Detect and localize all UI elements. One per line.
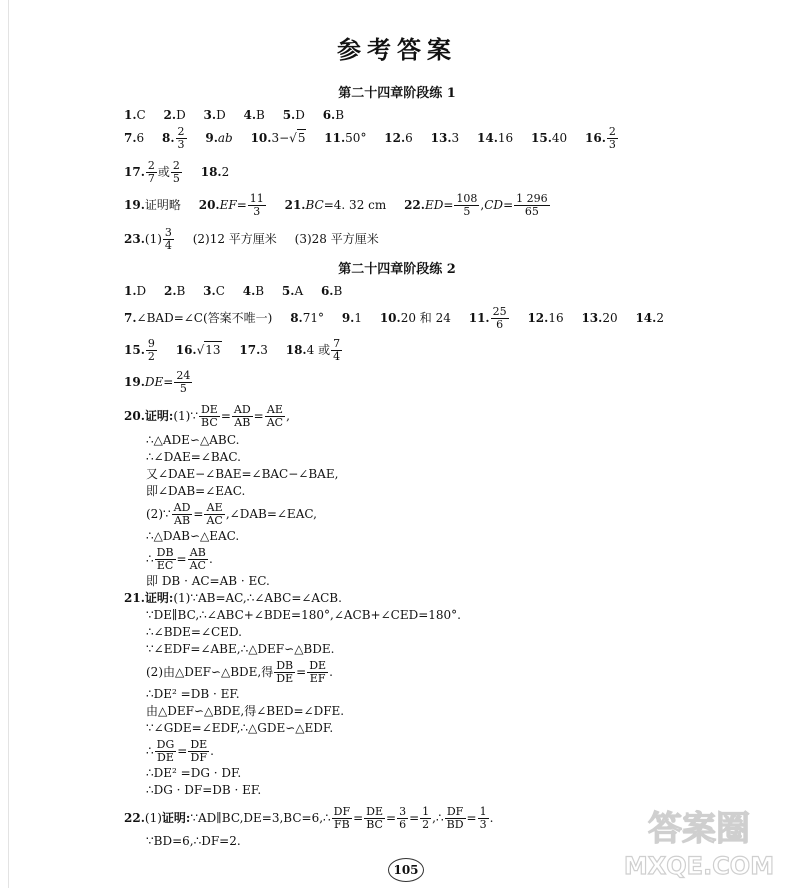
fraction: $\frac{108}{5}$ [456, 192, 478, 218]
q21-line-10: ∴DE² =DG · DF. [146, 766, 242, 780]
q20-line-8: ∴ $\frac{DB}{EC}$ = $\frac{AB}{AC}$ . [146, 546, 213, 572]
fraction: $\frac{DE}{BC}$ [366, 805, 384, 831]
q20-line-1: 20.证明:(1)∵ $\frac{DE}{BC}$ = $\frac{AD}{AB}$ = $\frac{AE}{AC}$ , [124, 403, 290, 429]
fraction: $\frac{DF}{BD}$ [446, 805, 464, 831]
fraction: $\frac{1}{3}$ [479, 805, 487, 831]
q20-line-6: (2)∵ $\frac{AD}{AB}$ = $\frac{AE}{AC}$ ,∠DAB=∠EAC, [146, 501, 317, 527]
q21-line-5: (2)由△DEF∽△BDE,得 $\frac{DB}{DE}$ = $\frac{DE}{EF}$ . [146, 659, 333, 685]
fraction: $\frac{9}{2}$ [147, 337, 155, 363]
fraction: $\frac{11}{3}$ [249, 192, 264, 218]
fraction: $\frac{DB}{DE}$ [276, 659, 294, 685]
fraction: $\frac{2}{7}$ [147, 159, 155, 185]
page-edge-line [8, 0, 9, 888]
s2-row-3: 15. $\frac{9}{2}$ 16.√13 17.3 18.4 或 $\frac{7}{4}$ [124, 337, 341, 363]
watermark-line-1: 答案圈 [648, 809, 750, 849]
q22-line-1: 22.(1)证明:∵AD∥BC,DE=3,BC=6,∴ $\frac{DF}{FB}$ = $\frac{DE}{BC}$ = $\frac{3}{6}$ = $\frac{1}{2}$ ,∴ $\frac{DF}{BD}$ = $\frac{1}{3}$ . [124, 805, 494, 831]
s1-row-3: 17. $\frac{2}{7}$ 或 $\frac{2}{5}$ 18.2 [124, 159, 230, 185]
q21-line-9: ∴ $\frac{DG}{DE}$ = $\frac{DE}{DF}$ . [146, 738, 214, 764]
fraction: $\frac{DB}{EC}$ [156, 546, 174, 572]
s2-row-1: 1.D 2.B 3.C 4.B 5.A 6.B [124, 284, 343, 298]
q21-line-11: ∴DG · DF=DB · EF. [146, 783, 262, 797]
page-number: 105 [388, 858, 424, 882]
s1-row-4: 19.证明略 20.EF= $\frac{11}{3}$ 21.BC=4. 32 cm 22.ED= $\frac{108}{5}$ ,CD= $\frac{1 296}{65}$ [124, 192, 548, 218]
q21-line-2: ∵DE∥BC,∴∠ABC+∠BDE=180°,∠ACB+∠CED=180°. [146, 608, 461, 622]
watermark-logo [617, 800, 782, 882]
q20-line-2: ∴△ADE∽△ABC. [146, 433, 240, 447]
q21-line-4: ∵∠EDF=∠ABE,∴△DEF∽△BDE. [146, 642, 335, 656]
section-heading-2: 第二十四章阶段练 2 [338, 262, 456, 277]
fraction: $\frac{AD}{AB}$ [233, 403, 251, 429]
fraction: $\frac{AE}{AC}$ [206, 501, 223, 527]
fraction: $\frac{AB}{AC}$ [189, 546, 206, 572]
q20-line-4: 又∠DAE−∠BAE=∠BAC−∠BAE, [146, 467, 339, 481]
fraction: $\frac{DG}{DE}$ [156, 738, 175, 764]
s2-row-2: 7.∠BAD=∠C(答案不唯一) 8.71° 9.1 10.20 和 24 11. $\frac{25}{6}$ 12.16 13.20 14.2 [124, 305, 664, 331]
q22-line-2: ∵BD=6,∴DF=2. [146, 834, 241, 848]
fraction: $\frac{DE}{BC}$ [200, 403, 218, 429]
fraction: $\frac{DF}{FB}$ [333, 805, 351, 831]
fraction: $\frac{7}{4}$ [333, 337, 341, 363]
s2-row-4: 19.DE= $\frac{24}{5}$ [124, 369, 191, 395]
fraction: $\frac{2}{3}$ [177, 125, 185, 151]
fraction: $\frac{1 296}{65}$ [516, 192, 548, 218]
q20-line-5: 即∠DAB=∠EAC. [146, 484, 246, 498]
fraction: $\frac{3}{4}$ [164, 226, 172, 252]
fraction: $\frac{24}{5}$ [176, 369, 191, 395]
s1-row-2: 7.6 8. $\frac{2}{3}$ 9.ab 10.3−√5 11.50° 12.6 13.3 14.16 15.40 16. $\frac{2}{3}$ [124, 125, 616, 151]
fraction: $\frac{2}{5}$ [172, 159, 180, 185]
section-heading-1: 第二十四章阶段练 1 [338, 86, 456, 101]
q20-line-7: ∴△DAB∽△EAC. [146, 529, 240, 543]
fraction: $\frac{25}{6}$ [492, 305, 507, 331]
fraction: $\frac{2}{3}$ [608, 125, 616, 151]
fraction: $\frac{AD}{AB}$ [173, 501, 191, 527]
q21-line-6: ∴DE² =DB · EF. [146, 687, 240, 701]
q20-line-9: 即 DB · AC=AB · EC. [146, 574, 270, 588]
q20-line-3: ∴∠DAE=∠BAC. [146, 450, 241, 464]
fraction: $\frac{AE}{AC}$ [266, 403, 284, 429]
q21-line-7: 由△DEF∽△BDE,得∠BED=∠DFE. [146, 704, 345, 718]
page-title: 参考答案 [337, 36, 457, 64]
s1-row-1: 1.C 2.D 3.D 4.B 5.D 6.B [124, 108, 345, 122]
q21-line-1: 21.证明:(1)∵AB=AC,∴∠ABC=∠ACB. [124, 591, 342, 605]
q21-line-8: ∵∠GDE=∠EDF,∴△GDE∽△EDF. [146, 721, 334, 735]
fraction: $\frac{DE}{DF}$ [190, 738, 208, 764]
s1-row-5: 23.(1) $\frac{3}{4}$ (2)12 平方厘米 (3)28 平方厘米 [124, 226, 379, 252]
fraction: $\frac{DE}{EF}$ [309, 659, 327, 685]
fraction: $\frac{3}{6}$ [399, 805, 407, 831]
fraction: $\frac{1}{2}$ [422, 805, 430, 831]
watermark-line-2: MXQE.COM [623, 852, 775, 880]
q21-line-3: ∴∠BDE=∠CED. [146, 625, 242, 639]
